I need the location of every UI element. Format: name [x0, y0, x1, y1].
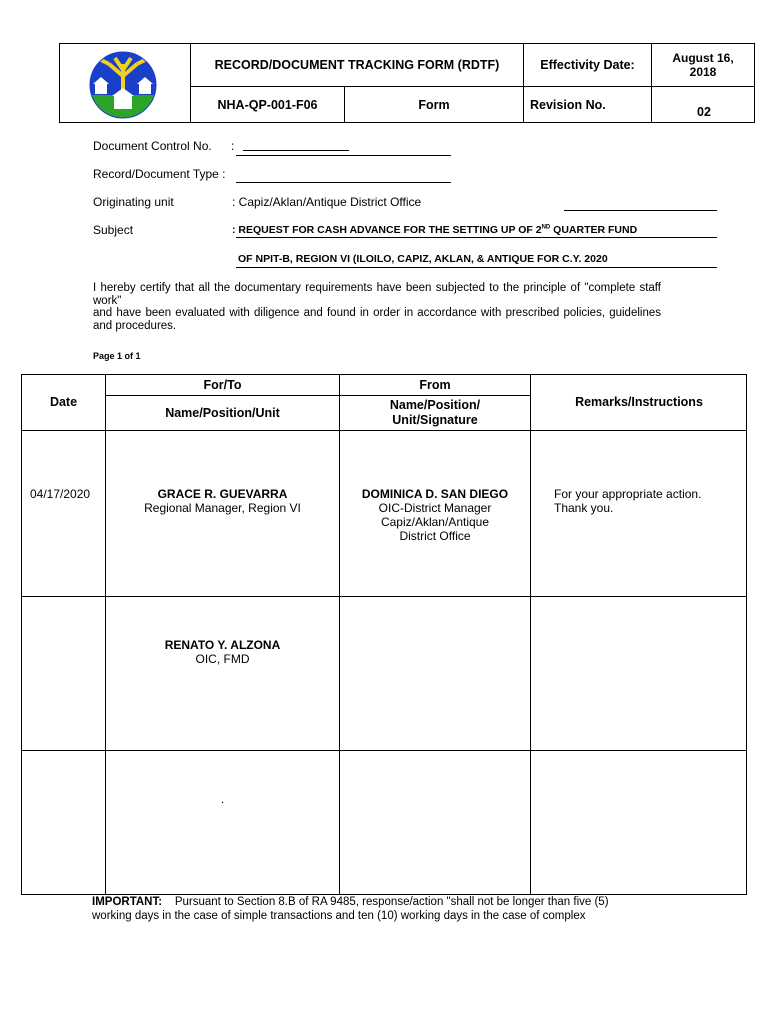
doc-type-field: [236, 182, 451, 183]
page-number: Page 1 of 1: [93, 351, 141, 361]
effectivity-label: Effectivity Date:: [540, 58, 635, 72]
revision-label: Revision No.: [530, 98, 606, 112]
nha-logo: [87, 50, 159, 120]
effectivity-value: August 16, 2018: [672, 51, 734, 79]
subject-underline-1: [236, 237, 717, 238]
form-title: RECORD/DOCUMENT TRACKING FORM (RDTF): [214, 58, 500, 72]
row1-to: GRACE R. GUEVARRA Regional Manager, Region VI: [144, 487, 301, 515]
certification-text: I hereby certify that all the documentary requirements have been subjected to the principle of "complete staff work" and have been evaluated with diligence and found in order in accordance with prescribed policies, guidelines and procedures.: [93, 282, 661, 332]
doc-control-underline: [243, 150, 349, 151]
row3-to: .: [220, 792, 225, 806]
subject-label: Subject: [93, 223, 134, 237]
col-date-header: Date: [49, 395, 78, 409]
doc-type-label: Record/Document Type :: [93, 167, 226, 181]
col-forto-header: For/To: [203, 377, 242, 392]
col-remarks-header: Remarks/Instructions: [575, 395, 703, 409]
subject-line-1: : REQUEST FOR CASH ADVANCE FOR THE SETTING UP OF 2ND QUARTER FUND: [232, 224, 638, 236]
doc-control-label: Document Control No.: [93, 139, 212, 153]
form-code: NHA-QP-001-F06: [217, 98, 318, 112]
subject-underline-2: [236, 267, 717, 268]
important-note: IMPORTANT: Pursuant to Section 8.B of RA 9485, response/action "shall not be longer than five (5) working days in the case of simple transactions and ten (10) working days in the case of complex: [92, 896, 609, 922]
orig-unit-label: Originating unit: [93, 195, 174, 209]
doc-control-field: [236, 155, 451, 156]
col-forto-subheader: Name/Position/Unit: [165, 405, 280, 420]
tracking-table: [21, 374, 747, 895]
col-from-subheader: Name/Position/ Unit/Signature: [389, 398, 481, 427]
orig-unit-underline: [564, 210, 717, 211]
doc-control-sep: :: [231, 139, 235, 153]
row1-date: 04/17/2020: [30, 487, 91, 501]
important-label: IMPORTANT:: [92, 896, 163, 908]
form-type: Form: [418, 98, 450, 112]
row1-remarks: For your appropriate action. Thank you.: [554, 487, 702, 515]
orig-unit-value: : Capiz/Aklan/Antique District Office: [232, 195, 422, 209]
revision-value: 02: [697, 105, 711, 119]
row2-to: RENATO Y. ALZONA OIC, FMD: [164, 638, 281, 666]
row1-from: DOMINICA D. SAN DIEGO OIC-District Manager Capiz/Aklan/Antique District Office: [361, 487, 509, 543]
header-table: [59, 43, 755, 123]
col-from-header: From: [419, 377, 451, 392]
subject-line-2: OF NPIT-B, REGION VI (ILOILO, CAPIZ, AKLAN, & ANTIQUE FOR C.Y. 2020: [238, 253, 608, 265]
